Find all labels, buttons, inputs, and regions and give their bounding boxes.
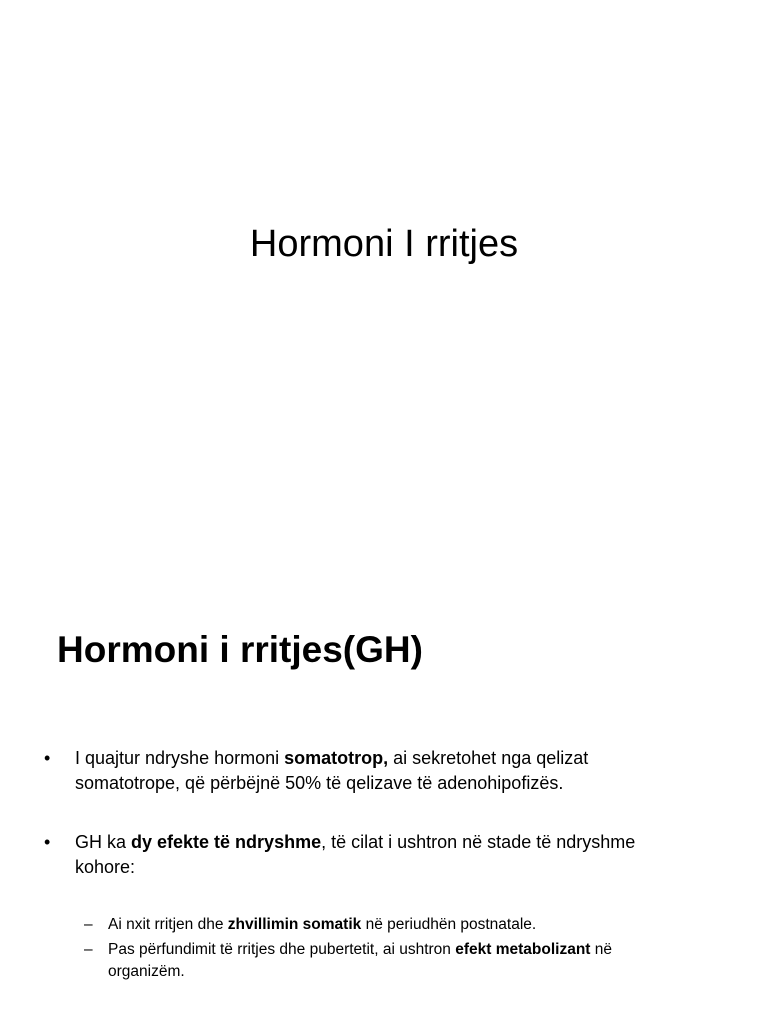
bullet-text: GH ka dy efekte të ndryshme, të cilat i ushtron në stade të ndryshme kohore: [75,832,636,877]
slide-title: Hormoni I rritjes [249,223,519,265]
slide-heading: Hormoni i rritjes(GH) [57,629,423,670]
bullet-icon: • [44,832,51,852]
sub-bullet-item [84,914,684,936]
bold-term: efekt metabolizant [455,941,591,958]
dash-icon: – [84,941,93,958]
bullet-item [44,746,694,796]
bullet-item [44,830,694,880]
bold-term: dy efekte të ndryshme [131,832,322,852]
bullet-text: I quajtur ndryshe hormoni somatotrop, ai sekretohet nga qelizat somatotrope, që përbëjnë 50% të qelizave të adenohipofizës. [75,748,589,793]
dash-icon: – [84,916,93,933]
bullet-icon: • [44,748,51,768]
sub-bullet-text: Pas përfundimit të rritjes dhe pubertetit, ai ushtron efekt metabolizant në organizëm. [108,941,613,980]
bold-term: zhvillimin somatik [227,916,362,933]
sub-bullet-text: Ai nxit rritjen dhe zhvillimin somatik në periudhën postnatale. [108,916,537,933]
bold-term: somatotrop, [284,748,389,768]
sub-bullet-item [84,939,684,983]
